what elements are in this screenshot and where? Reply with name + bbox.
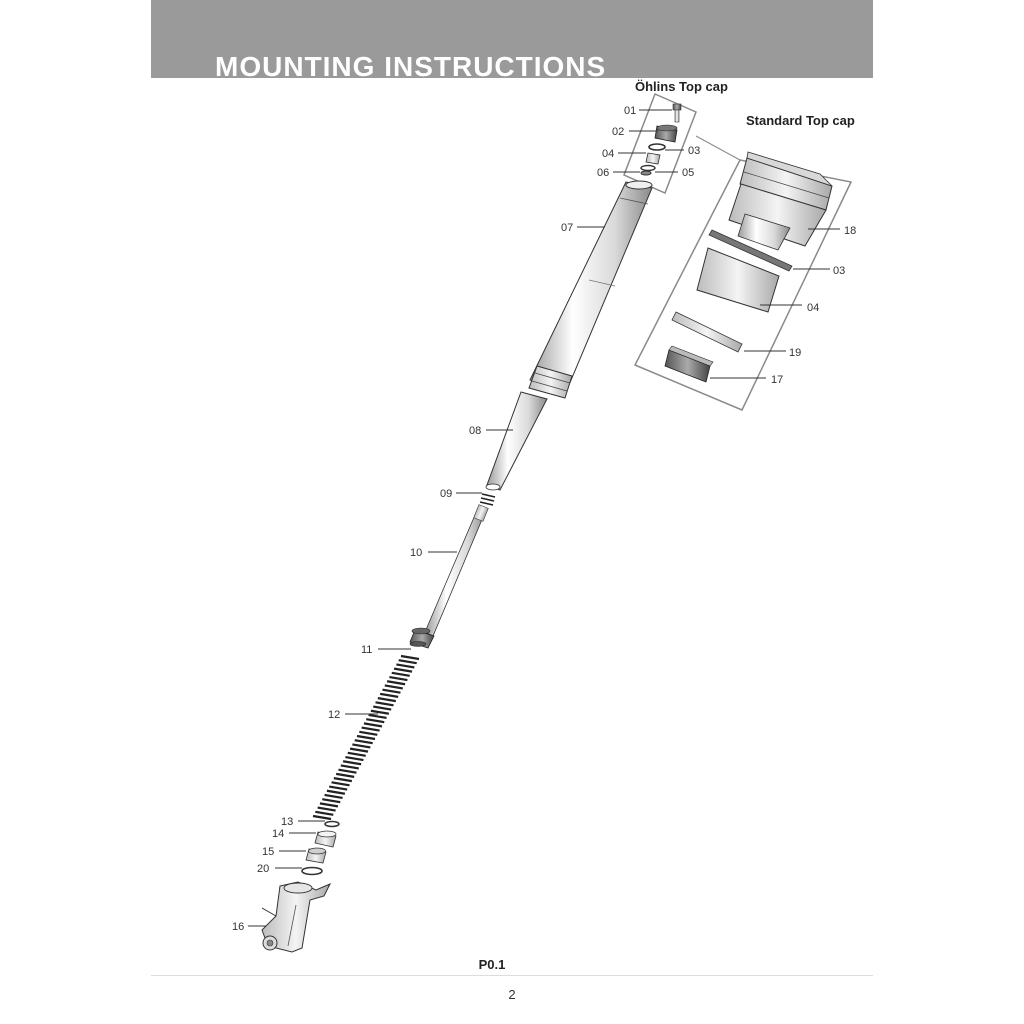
callout-05: 05	[682, 167, 695, 179]
spring-coil	[382, 690, 400, 693]
inner-tube	[486, 392, 547, 490]
callout-std-04: 04	[807, 302, 820, 314]
spring-coil	[327, 791, 345, 794]
callout-std-03: 03	[833, 265, 846, 277]
spring-coil	[373, 707, 391, 710]
spring-coil	[355, 740, 373, 743]
spring-coil	[332, 782, 350, 785]
spring-coil	[376, 702, 394, 705]
callout-09: 09	[440, 488, 453, 500]
spring-coil	[396, 664, 414, 667]
callout-18: 18	[844, 225, 857, 237]
callout-12: 12	[328, 709, 341, 721]
spring-coil	[364, 723, 382, 726]
callout-10: 10	[410, 547, 423, 559]
spacer	[315, 831, 336, 847]
spring-coil	[334, 778, 352, 781]
main-spring	[313, 656, 419, 819]
top-out-spring	[480, 494, 495, 505]
standard-top-cap-label: Standard Top cap	[746, 113, 855, 128]
figure-label: P0.1	[478, 957, 506, 972]
spring-coil	[366, 719, 384, 722]
spring-coil	[338, 770, 356, 773]
spring-coil	[399, 660, 417, 663]
spring-coil	[357, 736, 375, 739]
spring-coil	[380, 694, 398, 697]
spring-coil	[378, 698, 396, 701]
spring-seat-ring	[325, 822, 339, 827]
spring-coil	[320, 803, 338, 806]
spring-coil	[394, 669, 412, 672]
callout-13: 13	[281, 816, 294, 828]
spring-coil	[343, 761, 361, 764]
spring-coil	[369, 715, 387, 718]
spring-coil	[389, 677, 407, 680]
page-number: 2	[508, 987, 516, 1002]
callout-07: 07	[561, 222, 574, 234]
spring-coil	[362, 728, 380, 731]
ohlins-top-cap-label: Öhlins Top cap	[635, 79, 728, 94]
spring-coil	[336, 774, 354, 777]
page-title: MOUNTING INSTRUCTIONS	[215, 51, 607, 78]
spring-coil	[401, 656, 419, 659]
callout-19: 19	[789, 347, 802, 359]
spring-coil	[385, 685, 403, 688]
spring-coil	[325, 795, 343, 798]
damper-rod	[425, 505, 488, 636]
spring-coil	[345, 757, 363, 760]
callout-17: 17	[771, 374, 784, 386]
spring-coil	[348, 753, 366, 756]
callout-16: 16	[232, 921, 245, 933]
bottom-o-ring	[302, 868, 322, 875]
outer-tube	[529, 181, 652, 398]
footer-rule	[151, 975, 873, 976]
callout-20: 20	[257, 863, 270, 875]
spring-coil	[359, 732, 377, 735]
spring-coil	[322, 799, 340, 802]
callout-15: 15	[262, 846, 275, 858]
callout-04: 04	[602, 148, 615, 160]
spring-coil	[371, 711, 389, 714]
callout-01: 01	[624, 105, 637, 117]
spring-coil	[329, 787, 347, 790]
callout-03: 03	[688, 145, 701, 157]
axle-bracket	[262, 882, 330, 952]
bushing	[306, 848, 326, 863]
callout-11: 11	[361, 644, 373, 656]
spring-coil	[350, 749, 368, 752]
callout-02: 02	[612, 126, 625, 138]
spring-coil	[352, 744, 370, 747]
spring-coil	[387, 681, 405, 684]
spring-coil	[315, 812, 333, 815]
callout-08: 08	[469, 425, 482, 437]
spring-coil	[341, 765, 359, 768]
spring-coil	[313, 816, 331, 819]
standard-cap-parts	[665, 152, 832, 382]
spring-coil	[318, 808, 336, 811]
callout-14: 14	[272, 828, 285, 840]
callout-06: 06	[597, 167, 610, 179]
spring-coil	[392, 673, 410, 676]
